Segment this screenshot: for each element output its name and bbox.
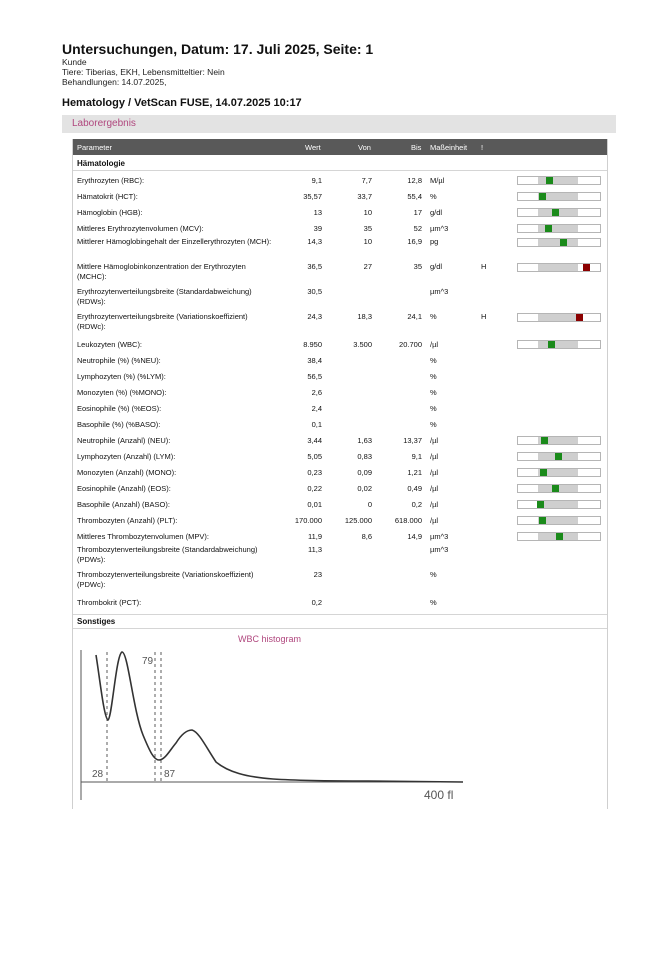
range-from-cell: 125.000 [344,516,372,525]
range-marker [545,225,552,232]
range-to-cell: 52 [413,224,422,233]
value-cell: 13 [313,208,322,217]
header-unit: Maßeinheit [430,143,468,152]
range-from-cell: 1,63 [357,436,372,445]
page-title: Untersuchungen, Datum: 17. Juli 2025, Seite: 1 [62,41,374,57]
table-row [73,449,607,465]
range-from-cell: 10 [363,208,372,217]
header-to: Bis [411,143,422,152]
value-cell: 3,44 [307,436,322,445]
value-cell: 9,1 [311,176,322,185]
range-from-cell: 7,7 [361,176,372,185]
section-title: Hematology / VetScan FUSE, 14.07.2025 10:17 [62,97,302,109]
table-row [73,465,607,481]
table-row [73,595,607,611]
table-row [73,570,607,595]
range-from-cell: 27 [363,262,372,271]
range-to-cell: 35 [413,262,422,271]
unit-cell: /µl [430,452,439,461]
value-cell: 0,22 [307,484,322,493]
group-other: Sonstiges [77,617,116,626]
param-name: Mittleres Thrombozytenvolumen (MPV): [77,532,209,541]
range-from-cell: 0,83 [357,452,372,461]
unit-cell: % [430,570,437,579]
range-from-cell: 35 [363,224,372,233]
value-cell: 39 [313,224,322,233]
range-from-cell: 3.500 [353,340,372,349]
value-cell: 5,05 [307,452,322,461]
value-cell: 0,2 [311,598,322,607]
histogram-label-79: 79 [142,656,154,667]
table-row [73,173,607,189]
param-name: Thrombozytenverteilungsbreite (Variationskoeffizient) (PDWc): [77,570,254,589]
unit-cell: /µl [430,468,439,477]
divider [73,614,607,615]
table-header [73,139,607,155]
param-name: Eosinophile (Anzahl) (EOS): [77,484,171,493]
range-marker [541,437,548,444]
param-name: Thrombozytenverteilungsbreite (Standardabweichung) (PDWs): [77,545,258,564]
param-name: Thrombokrit (PCT): [77,598,142,607]
table-row [73,401,607,417]
wbc-histogram [78,640,468,805]
range-to-cell: 16,9 [407,237,422,246]
range-from-cell: 0,02 [357,484,372,493]
histogram-label-28: 28 [92,769,104,780]
param-name: Basophile (Anzahl) (BASO): [77,500,170,509]
range-normal-zone [538,314,578,321]
value-cell: 23 [313,570,322,579]
table-row [73,529,607,545]
table-row [73,237,607,262]
range-normal-zone [538,264,578,271]
range-marker [552,485,559,492]
table-row [73,312,607,337]
table-row [73,545,607,570]
param-name: Erythrozytenverteilungsbreite (Standardabweichung) (RDWs): [77,287,252,306]
table-row [73,189,607,205]
range-to-cell: 0,2 [411,500,422,509]
range-bar [517,500,601,509]
value-cell: 56,5 [307,372,322,381]
range-bar [517,192,601,201]
param-name: Erythrozyten (RBC): [77,176,145,185]
unit-cell: % [430,192,437,201]
unit-cell: % [430,356,437,365]
group-hematology: Hämatologie [77,159,126,168]
value-cell: 0,23 [307,468,322,477]
value-cell: 38,4 [307,356,322,365]
table-row [73,353,607,369]
range-bar [517,468,601,477]
range-from-cell: 0,09 [357,468,372,477]
range-from-cell: 33,7 [357,192,372,201]
table-row [73,513,607,529]
unit-cell: % [430,420,437,429]
value-cell: 0,1 [311,420,322,429]
unit-cell: % [430,312,437,321]
param-name: Erythrozytenverteilungsbreite (Variationskoeffizient) (RDWc): [77,312,248,331]
range-marker [539,193,546,200]
param-name: Monozyten (Anzahl) (MONO): [77,468,177,477]
param-name: Hämatokrit (HCT): [77,192,138,201]
param-name: Lymphozyten (%) (%LYM): [77,372,166,381]
range-normal-zone [538,501,578,508]
unit-cell: µm^3 [430,532,449,541]
histogram-axis-max: 400 fl [424,788,454,802]
param-name: Eosinophile (%) (%EOS): [77,404,162,413]
param-name: Neutrophile (Anzahl) (NEU): [77,436,171,445]
range-marker [576,314,583,321]
range-bar [517,532,601,541]
header-param: Parameter [77,143,113,152]
range-from-cell: 0 [367,500,372,509]
range-to-cell: 13,37 [403,436,422,445]
unit-cell: pg [430,237,439,246]
range-marker [546,177,553,184]
range-bar [517,263,601,272]
table-row [73,385,607,401]
value-cell: 24,3 [307,312,322,321]
header-value: Wert [305,143,321,152]
value-cell: 2,4 [311,404,322,413]
customer-label: Kunde [62,57,87,67]
unit-cell: g/dl [430,262,443,271]
histogram-title: WBC histogram [238,634,302,644]
unit-cell: /µl [430,500,439,509]
range-marker [552,209,559,216]
divider [73,628,607,629]
range-bar [517,224,601,233]
lab-result-label: Laborergebnis [72,118,136,129]
unit-cell: /µl [430,484,439,493]
value-cell: 0,01 [307,500,322,509]
range-to-cell: 618.000 [394,516,422,525]
range-to-cell: 17 [413,208,422,217]
range-marker [583,264,590,271]
table-row [73,221,607,237]
table-row [73,481,607,497]
unit-cell: M/µl [430,176,445,185]
histogram-curve [96,652,463,782]
histogram-label-87: 87 [164,769,176,780]
range-from-cell: 10 [363,237,372,246]
range-marker [560,239,567,246]
range-marker [537,501,544,508]
table-row [73,287,607,312]
range-from-cell: 8,6 [361,532,372,541]
range-bar [517,484,601,493]
table-row [73,433,607,449]
range-from-cell: 18,3 [357,312,372,321]
unit-cell: µm^3 [430,287,449,296]
range-marker [556,533,563,540]
unit-cell: % [430,598,437,607]
divider [73,170,607,171]
range-to-cell: 0,49 [407,484,422,493]
unit-cell: µm^3 [430,545,449,554]
unit-cell: /µl [430,340,439,349]
range-bar [517,340,601,349]
range-to-cell: 55,4 [407,192,422,201]
param-name: Mittleres Erythrozytenvolumen (MCV): [77,224,204,233]
range-bar [517,516,601,525]
value-cell: 30,5 [307,287,322,296]
range-normal-zone [538,177,578,184]
flag-cell: H [481,262,487,271]
table-row [73,497,607,513]
range-to-cell: 20.700 [399,340,422,349]
range-bar [517,452,601,461]
param-name: Hämoglobin (HGB): [77,208,143,217]
unit-cell: µm^3 [430,224,449,233]
table-row [73,337,607,353]
unit-cell: % [430,388,437,397]
value-cell: 11,3 [307,545,322,554]
unit-cell: /µl [430,516,439,525]
value-cell: 11,9 [307,532,322,541]
range-bar [517,313,601,322]
value-cell: 8.950 [303,340,322,349]
unit-cell: % [430,404,437,413]
range-marker [555,453,562,460]
range-marker [540,469,547,476]
header-from: Von [358,143,371,152]
range-normal-zone [538,239,578,246]
header-flag: ! [481,143,484,152]
value-cell: 2,6 [311,388,322,397]
range-to-cell: 12,8 [407,176,422,185]
param-name: Mittlerer Hämoglobingehalt der Einzellerythrozyten (MCH): [77,237,272,246]
table-row [73,417,607,433]
treatment-info: Behandlungen: 14.07.2025, [62,77,167,87]
param-name: Lymphozyten (Anzahl) (LYM): [77,452,176,461]
value-cell: 36,5 [307,262,322,271]
table-row [73,205,607,221]
range-marker [539,517,546,524]
table-row [73,369,607,385]
param-name: Leukozyten (WBC): [77,340,143,349]
unit-cell: /µl [430,436,439,445]
range-bar [517,436,601,445]
range-to-cell: 9,1 [411,452,422,461]
flag-cell: H [481,312,487,321]
param-name: Mittlere Hämoglobinkonzentration der Erythrozyten (MCHC): [77,262,246,281]
range-to-cell: 1,21 [407,468,422,477]
value-cell: 14,3 [307,237,322,246]
unit-cell: g/dl [430,208,443,217]
value-cell: 170.000 [294,516,322,525]
param-name: Neutrophile (%) (%NEU): [77,356,161,365]
unit-cell: % [430,372,437,381]
value-cell: 35,57 [303,192,322,201]
range-normal-zone [538,341,578,348]
lab-result-bar [62,115,616,133]
param-name: Basophile (%) (%BASO): [77,420,161,429]
animal-info: Tiere: Tiberias, EKH, Lebensmitteltier: Nein [62,67,225,77]
table-row [73,262,607,287]
param-name: Thrombozyten (Anzahl) (PLT): [77,516,178,525]
range-bar [517,176,601,185]
range-bar [517,238,601,247]
range-to-cell: 14,9 [407,532,422,541]
range-marker [548,341,555,348]
range-to-cell: 24,1 [407,312,422,321]
range-bar [517,208,601,217]
param-name: Monozyten (%) (%MONO): [77,388,167,397]
